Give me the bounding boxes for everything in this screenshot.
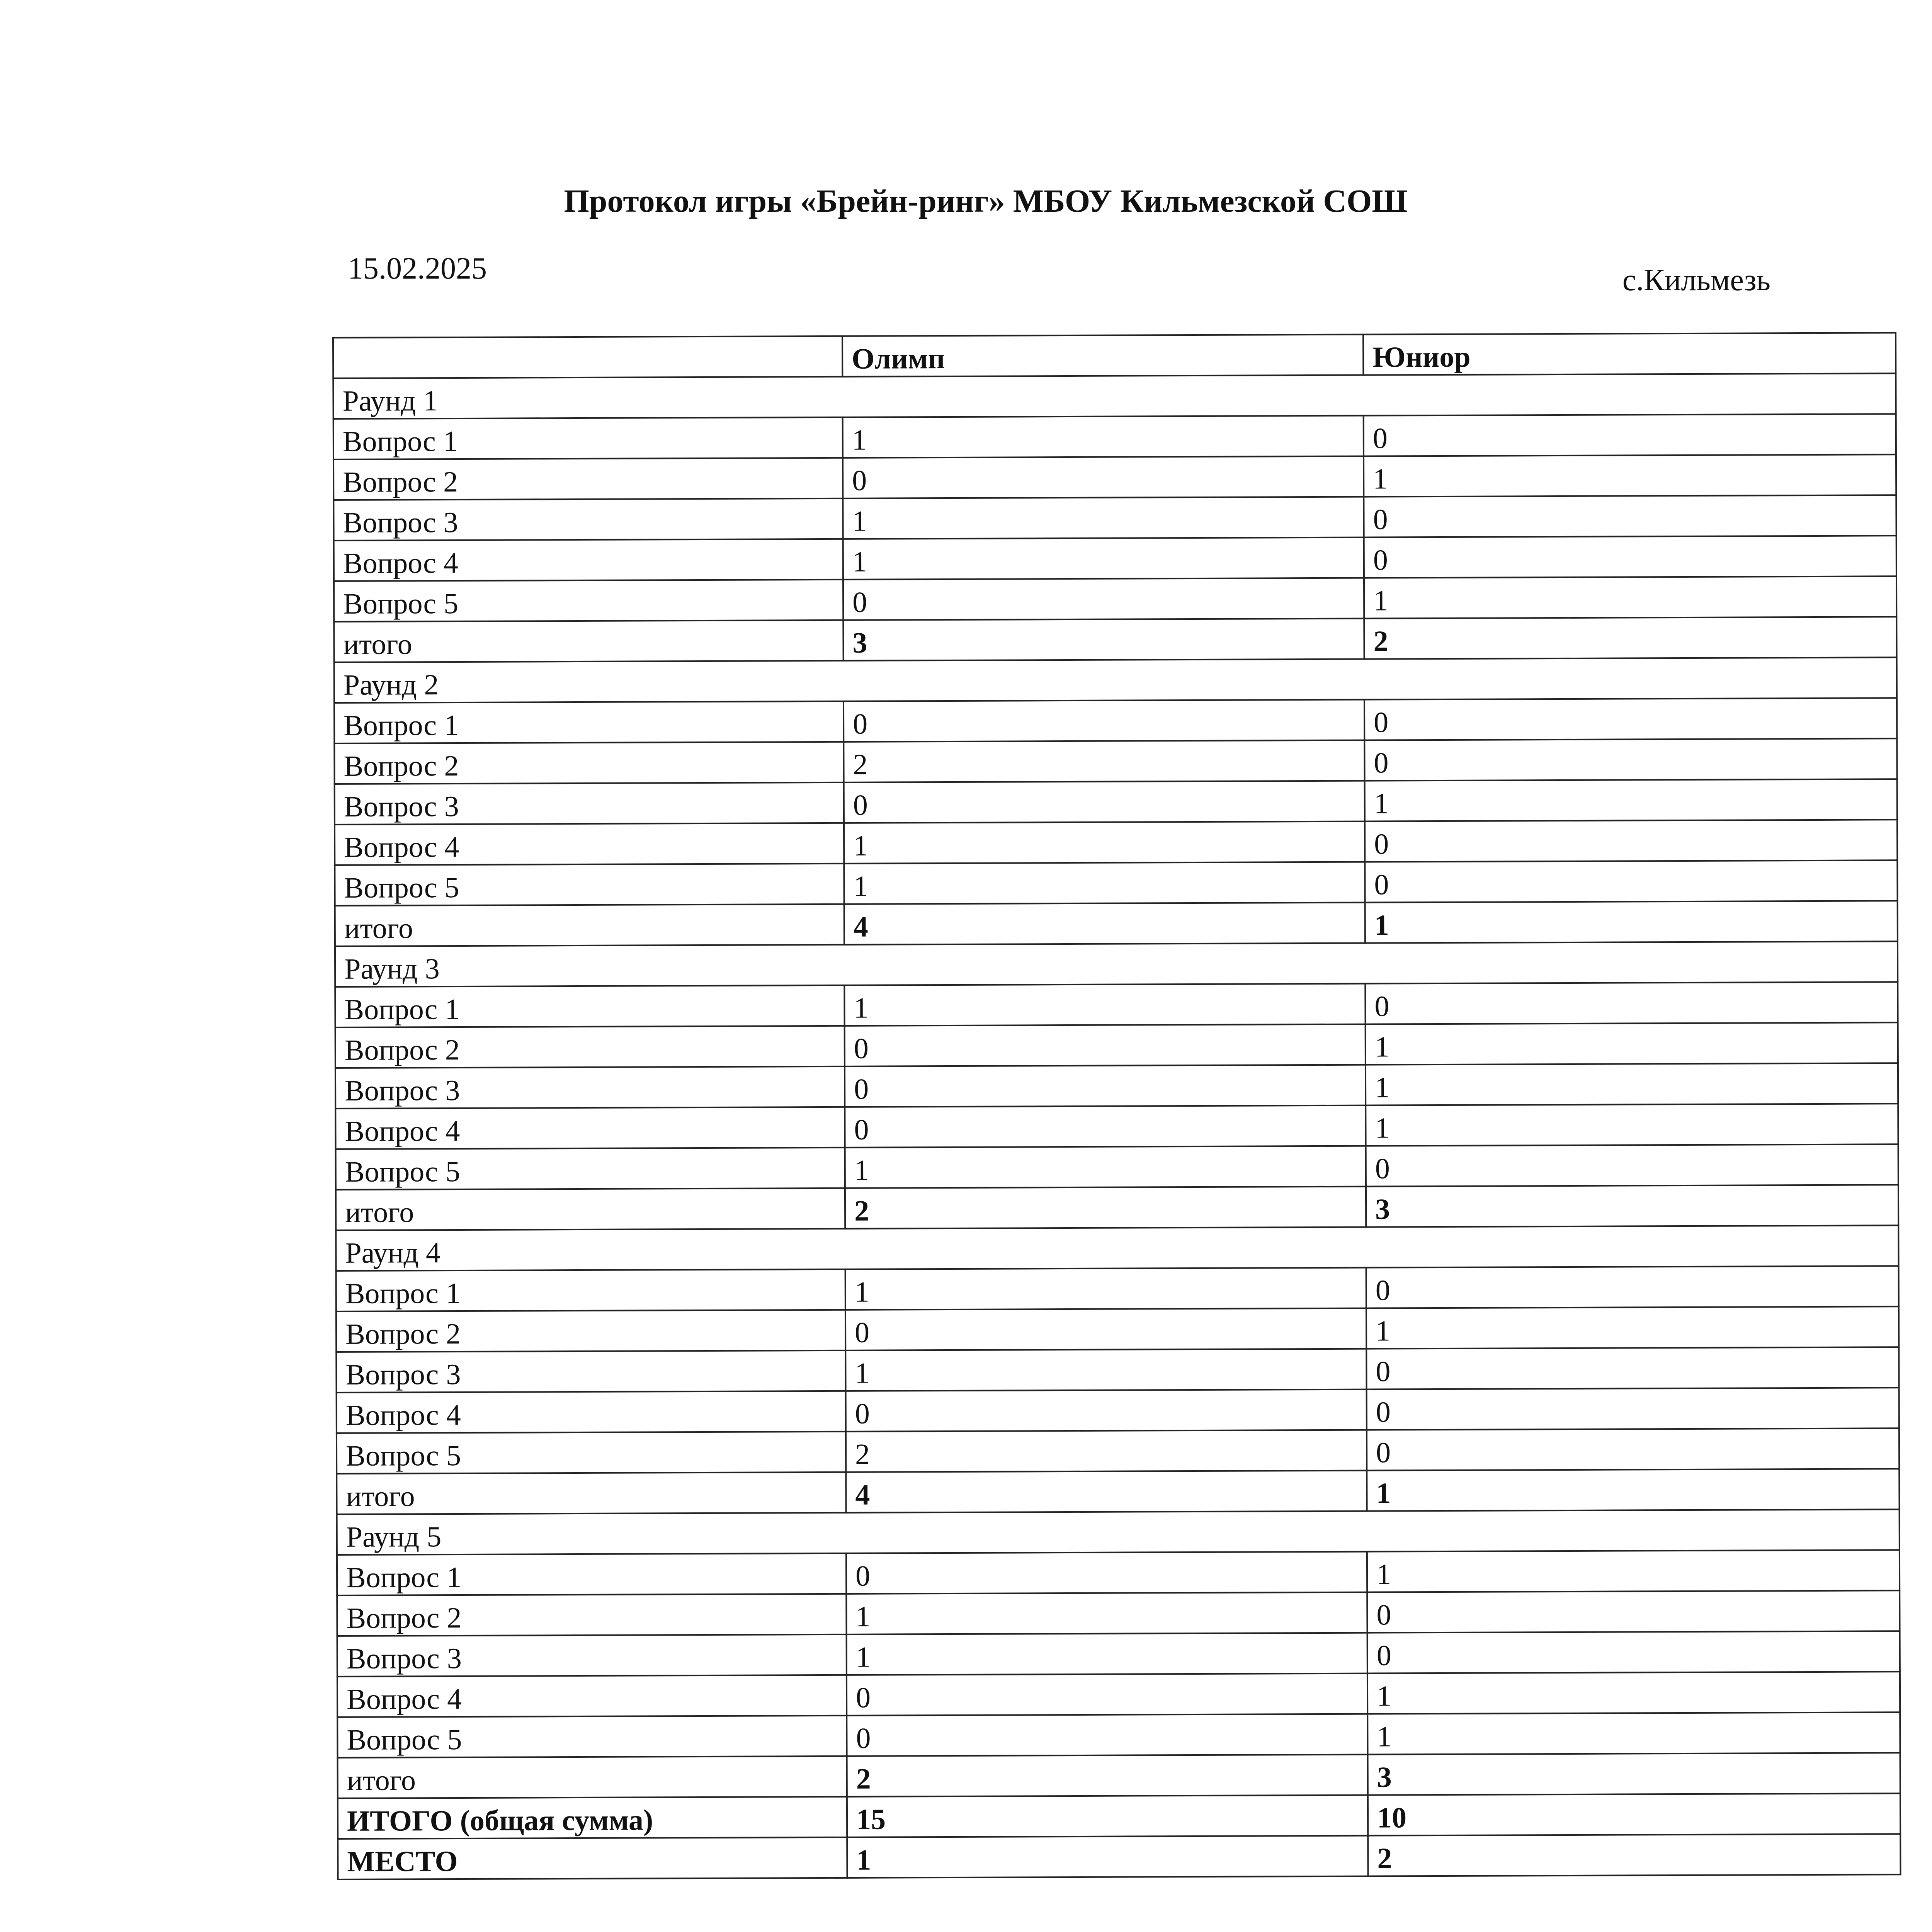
question-row [335, 1063, 1898, 1109]
round-total-row [338, 1753, 1900, 1798]
question-row [334, 576, 1896, 622]
question-row [335, 820, 1897, 865]
score-junior: 3 [1368, 1753, 1900, 1795]
score-junior: 0 [1364, 738, 1897, 781]
score-junior: 0 [1364, 414, 1896, 456]
score-olimp: 2 [845, 1187, 1366, 1229]
row-label: Вопрос 5 [334, 580, 843, 622]
row-label: Вопрос 5 [335, 864, 844, 906]
row-label: итого [338, 1756, 847, 1798]
row-label: Вопрос 4 [335, 1107, 845, 1149]
score-olimp: 1 [843, 416, 1364, 458]
score-olimp: 0 [844, 700, 1364, 742]
score-olimp: 0 [843, 578, 1364, 620]
row-label: Вопрос 1 [335, 985, 844, 1027]
score-junior: 0 [1366, 1347, 1899, 1389]
score-junior: 0 [1364, 495, 1896, 537]
question-row [337, 1388, 1899, 1433]
row-label: Вопрос 4 [337, 1675, 847, 1717]
score-junior: 2 [1368, 1834, 1900, 1876]
score-junior: 1 [1367, 1469, 1899, 1511]
score-junior: 1 [1366, 1104, 1898, 1146]
row-label: итого [335, 904, 844, 946]
round-label: Раунд 5 [337, 1509, 1900, 1555]
row-label: Вопрос 4 [337, 1391, 846, 1433]
score-olimp: 0 [846, 1389, 1367, 1432]
score-junior: 1 [1365, 901, 1898, 943]
row-label: итого [337, 1472, 846, 1514]
header-empty-cell [333, 336, 842, 378]
question-row [336, 1306, 1899, 1352]
score-olimp: 0 [845, 1024, 1366, 1066]
score-junior: 1 [1367, 1550, 1900, 1592]
score-olimp: 0 [847, 1673, 1367, 1716]
score-olimp: 0 [843, 456, 1364, 498]
score-olimp: 0 [847, 1714, 1367, 1756]
score-junior: 2 [1364, 617, 1896, 659]
score-olimp: 15 [847, 1795, 1368, 1837]
score-junior: 0 [1365, 982, 1898, 1024]
row-label: Вопрос 3 [335, 1066, 845, 1109]
question-row [337, 1428, 1899, 1474]
score-junior: 1 [1366, 1063, 1898, 1105]
score-junior: 0 [1364, 698, 1897, 740]
score-junior: 0 [1366, 1266, 1899, 1308]
row-label: Вопрос 4 [334, 539, 843, 581]
score-junior: 1 [1367, 1712, 1900, 1754]
score-olimp: 3 [843, 619, 1364, 661]
question-row [333, 495, 1896, 541]
header-team-olimp: Олимп [842, 335, 1363, 377]
score-olimp: 1 [844, 821, 1365, 864]
row-label: Вопрос 5 [336, 1148, 845, 1190]
score-junior: 10 [1368, 1793, 1900, 1835]
round-label: Раунд 3 [335, 941, 1898, 987]
row-label: ИТОГО (общая сумма) [338, 1797, 847, 1839]
score-olimp: 0 [845, 1105, 1366, 1148]
score-junior: 1 [1366, 1022, 1898, 1065]
score-olimp: 1 [847, 1633, 1367, 1675]
score-junior: 0 [1367, 1428, 1899, 1470]
score-olimp: 0 [844, 781, 1365, 823]
question-row [335, 1022, 1898, 1068]
question-row [333, 414, 1896, 459]
question-row [336, 1347, 1899, 1393]
score-olimp: 2 [847, 1755, 1368, 1797]
score-olimp: 1 [845, 1349, 1366, 1391]
score-junior: 0 [1366, 1144, 1898, 1186]
question-row [333, 454, 1896, 500]
score-olimp: 1 [843, 537, 1364, 580]
score-olimp: 0 [845, 1065, 1366, 1107]
row-label: МЕСТО [338, 1837, 847, 1879]
score-olimp: 0 [845, 1308, 1366, 1350]
question-row [334, 738, 1897, 784]
round-label: Раунд 4 [336, 1225, 1898, 1271]
question-row [335, 1104, 1898, 1149]
row-label: итого [336, 1188, 845, 1230]
score-junior: 1 [1365, 779, 1897, 821]
question-row [337, 1631, 1900, 1677]
question-row [337, 1672, 1900, 1717]
score-olimp: 1 [845, 1146, 1366, 1188]
row-label: Вопрос 2 [334, 742, 844, 784]
score-olimp: 4 [846, 1471, 1367, 1513]
score-olimp: 2 [844, 740, 1364, 782]
round-total-row [337, 1469, 1899, 1514]
score-junior: 1 [1364, 454, 1896, 497]
row-label: итого [334, 620, 843, 662]
document-title: Протокол игры «Брейн-ринг» МБОУ Кильмезской СОШ [564, 183, 1408, 219]
round-total-row [336, 1185, 1898, 1230]
round-row [337, 1509, 1900, 1555]
question-row [334, 536, 1896, 581]
score-junior: 0 [1365, 820, 1897, 862]
score-junior: 0 [1364, 536, 1896, 578]
score-olimp: 4 [844, 903, 1365, 945]
score-olimp: 1 [847, 1836, 1368, 1878]
score-junior: 1 [1366, 1306, 1899, 1349]
round-total-row [335, 901, 1898, 946]
document-place: с.Кильмезь [1622, 263, 1770, 297]
question-row [334, 698, 1897, 743]
score-olimp: 1 [845, 1268, 1366, 1310]
row-label: Вопрос 3 [335, 782, 844, 825]
row-label: Вопрос 1 [337, 1553, 846, 1595]
grand-total-row [338, 1834, 1900, 1879]
round-row [335, 941, 1898, 987]
question-row [337, 1550, 1900, 1595]
row-label: Вопрос 2 [336, 1310, 845, 1352]
score-junior: 1 [1364, 576, 1896, 618]
document-date: 15.02.2025 [348, 252, 487, 286]
table-header-row [333, 333, 1896, 378]
score-junior: 0 [1367, 1631, 1900, 1673]
score-olimp: 1 [844, 862, 1365, 904]
round-row [334, 657, 1897, 703]
row-label: Вопрос 1 [336, 1269, 845, 1311]
score-junior: 0 [1365, 860, 1897, 902]
score-olimp: 0 [846, 1552, 1367, 1594]
question-row [336, 1266, 1899, 1311]
question-row [335, 860, 1897, 906]
row-label: Вопрос 3 [337, 1634, 847, 1677]
row-label: Вопрос 5 [337, 1432, 846, 1474]
score-olimp: 1 [843, 497, 1364, 539]
score-junior: 3 [1366, 1185, 1898, 1227]
question-row [335, 982, 1898, 1027]
score-junior: 1 [1367, 1672, 1900, 1714]
round-label: Раунд 1 [333, 373, 1896, 419]
round-total-row [334, 617, 1896, 662]
round-label: Раунд 2 [334, 657, 1897, 703]
row-label: Вопрос 1 [334, 701, 844, 743]
question-row [337, 1590, 1900, 1636]
row-label: Вопрос 2 [335, 1026, 845, 1068]
row-label: Вопрос 2 [337, 1594, 846, 1636]
row-label: Вопрос 2 [333, 458, 843, 500]
question-row [336, 1144, 1898, 1190]
score-olimp: 1 [846, 1592, 1367, 1634]
round-row [336, 1225, 1898, 1271]
row-label: Вопрос 5 [337, 1716, 847, 1758]
round-row [333, 373, 1896, 419]
question-row [337, 1712, 1900, 1758]
score-junior: 0 [1367, 1590, 1900, 1633]
row-label: Вопрос 3 [336, 1350, 845, 1393]
score-olimp: 2 [846, 1430, 1367, 1472]
question-row [335, 779, 1897, 825]
row-label: Вопрос 3 [333, 498, 843, 541]
score-junior: 0 [1367, 1388, 1899, 1430]
score-olimp: 1 [844, 984, 1365, 1026]
grand-total-row [338, 1793, 1900, 1839]
row-label: Вопрос 1 [333, 417, 843, 459]
row-label: Вопрос 4 [335, 823, 844, 865]
header-team-junior: Юниор [1363, 333, 1896, 375]
score-table [332, 332, 1901, 1880]
